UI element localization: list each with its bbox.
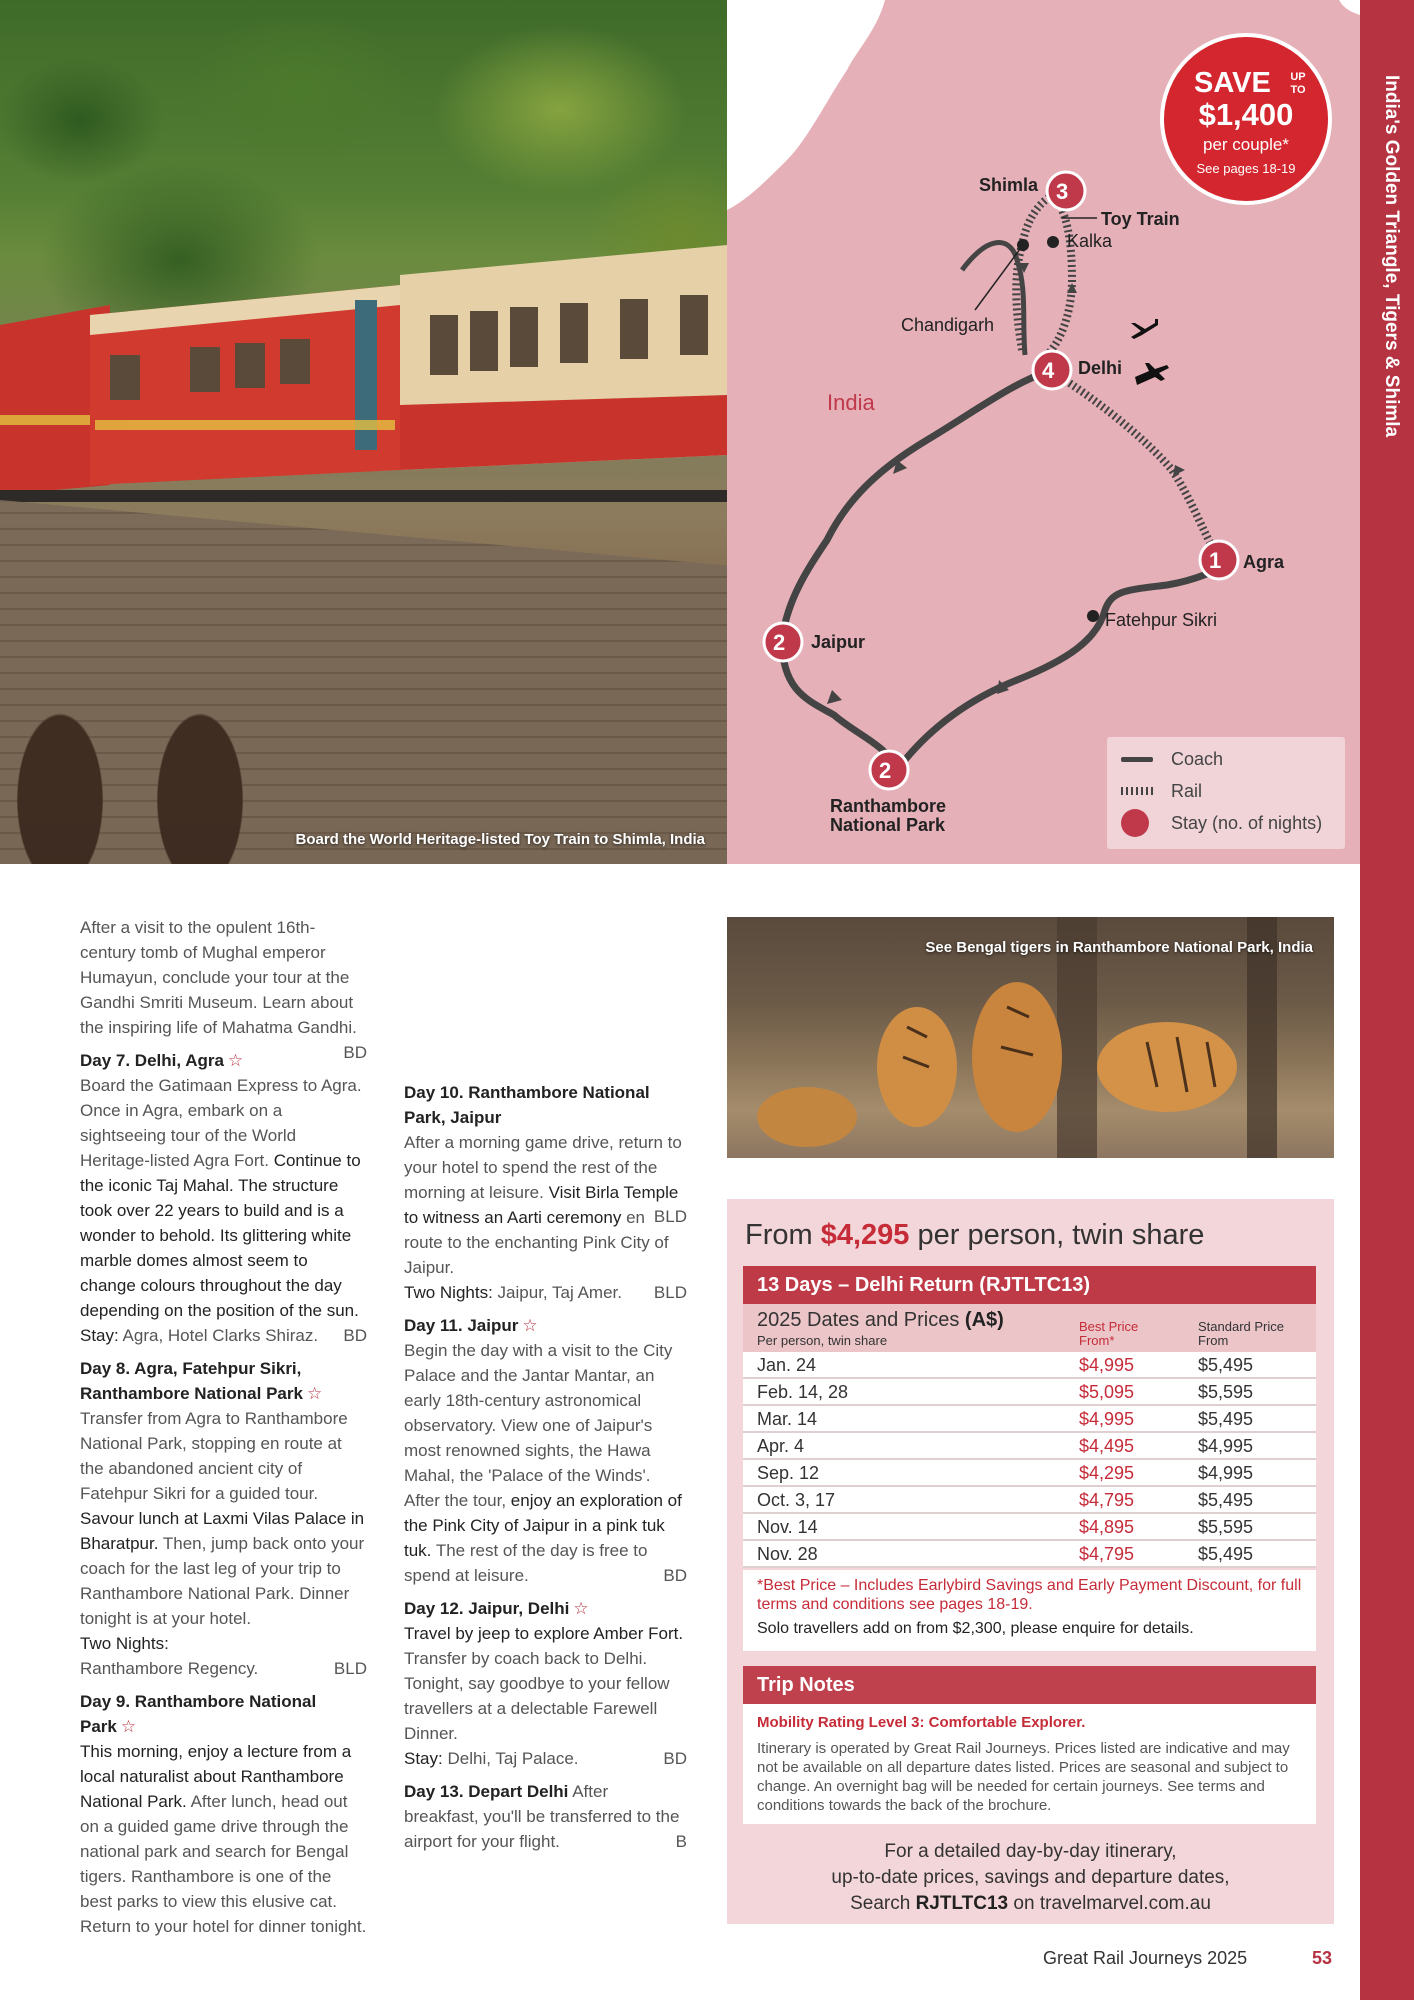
row-standard-price: $4,995: [1198, 1436, 1254, 1456]
from-price: $4,295: [820, 1219, 910, 1251]
price-headline: [745, 1219, 1204, 1252]
star-icon: ☆: [306, 1384, 323, 1403]
agra-nights: 1: [1209, 548, 1222, 573]
day12: [404, 1596, 687, 1771]
day13-title: Day 13. Depart Delhi: [404, 1782, 569, 1801]
price-panel: [727, 1199, 1334, 1924]
day12-meals: BD: [663, 1749, 687, 1768]
col-best-line2: From*: [1079, 1333, 1115, 1348]
day11: [404, 1313, 687, 1588]
chandigarh-label: Chandigarh: [901, 315, 995, 335]
ranthambore-nights: 2: [879, 758, 892, 783]
row-standard-price: $4,995: [1198, 1463, 1254, 1483]
table-row: [743, 1352, 1316, 1379]
day8-text-2: Then, jump back onto your coach for the last leg of your trip to Ranthambore National Park. Dinner tonight is at your hotel.: [80, 1534, 365, 1628]
solo-note: Solo travellers add on from $2,300, please enquire for details.: [757, 1620, 1194, 1637]
day12-stay: Delhi, Taj Palace.: [447, 1749, 579, 1768]
toy-train-photo: [0, 0, 727, 864]
row-best-price: $4,795: [1079, 1544, 1135, 1564]
price-notes: [743, 1570, 1316, 1651]
table-row: [743, 1406, 1316, 1433]
day8-text: Transfer from Agra to Ranthambore National Park, stopping en route at the abandoned ancient city of Fatehpur Sikri for a guided tour.: [80, 1409, 348, 1503]
row-standard-price: $5,495: [1198, 1544, 1254, 1564]
day10-stay-label: Two Nights:: [404, 1283, 493, 1302]
table-title-text: 2025 Dates and Prices: [757, 1309, 960, 1331]
col-standard-header: [1198, 1320, 1284, 1348]
legend-coach: [1121, 745, 1223, 773]
row-best-price: $5,095: [1079, 1382, 1135, 1402]
toy-train-label: Toy Train: [1101, 209, 1180, 229]
day7-text: Board the Gatimaan Express to Agra. Once in Agra, embark on a sightseeing tour of the World Heritage-listed Agra Fort.: [80, 1076, 362, 1170]
row-date: Nov. 14: [757, 1517, 818, 1537]
legend-stay-label: Stay (no. of nights): [1171, 812, 1323, 833]
route-arrow: [827, 690, 842, 704]
day7-meals: BD: [343, 1326, 367, 1345]
row-best-price: $4,995: [1079, 1409, 1135, 1429]
row-date: Nov. 28: [757, 1544, 818, 1564]
neighbouring-land-2: [1339, 0, 1360, 15]
col-best-line1: Best Price: [1079, 1319, 1139, 1334]
coach-route: [782, 370, 1232, 770]
day12-highlight: Travel by jeep to explore Amber Fort.: [404, 1624, 684, 1643]
jaipur-nights: 2: [773, 630, 786, 655]
col-std-line2: From: [1198, 1333, 1229, 1348]
day8: [80, 1356, 367, 1681]
day7-highlight: Continue to the iconic Taj Mahal. The structure took over 22 years to build and is a wonder to behold. Its glittering white marble domes almost seem to change colours throughout the day depending on the position of the sun.: [80, 1151, 361, 1320]
star-icon: ☆: [120, 1717, 137, 1736]
price-table: [743, 1352, 1316, 1568]
mobility-rating: Mobility Rating Level 3: Comfortable Explorer.: [757, 1714, 1086, 1731]
table-row: [743, 1460, 1316, 1487]
from-label: From: [745, 1219, 813, 1251]
day13-meals: B: [675, 1832, 687, 1851]
day10-meals: BLD: [653, 1283, 687, 1302]
from-suffix: per person, twin share: [917, 1219, 1205, 1251]
stay-circle-icon: [1121, 809, 1149, 837]
call-to-action: [727, 1839, 1334, 1917]
ranthambore-label-2: National Park: [830, 815, 946, 835]
day12-text: Transfer by coach back to Delhi. Tonight, say goodbye to your fellow travellers at a delectable Farewell Dinner.: [404, 1649, 670, 1743]
save-badge: [1160, 33, 1332, 205]
legend-coach-label: Coach: [1171, 748, 1224, 769]
day13-text: After breakfast, you'll be transferred to the airport for your flight.: [404, 1782, 680, 1851]
neighbouring-land: [727, 0, 885, 210]
row-standard-price: $5,495: [1198, 1409, 1254, 1429]
day9-highlight: This morning, enjoy a lecture from a local naturalist about Ranthambore National Park.: [80, 1742, 352, 1811]
cta-line1: For a detailed day-by-day itinerary,: [884, 1841, 1177, 1862]
day9: [80, 1689, 367, 1939]
star-icon: ☆: [573, 1599, 589, 1618]
train-illustration: [0, 245, 727, 545]
rail-line-icon: [1121, 787, 1153, 795]
day12-stay-label: Stay:: [404, 1749, 443, 1768]
day8-highlight: Savour lunch at Laxmi Vilas Palace in Bharatpur.: [80, 1509, 365, 1553]
row-standard-price: $5,495: [1198, 1355, 1254, 1375]
delhi-label: Delhi: [1078, 358, 1123, 378]
row-date: Jan. 24: [757, 1355, 817, 1375]
day11-title: Day 11. Jaipur: [404, 1316, 519, 1335]
row-standard-price: $5,595: [1198, 1382, 1254, 1402]
day9-title: Day 9. Ranthambore National Park: [80, 1692, 317, 1736]
day10: [404, 1080, 687, 1305]
day12-title: Day 12. Jaipur, Delhi: [404, 1599, 570, 1618]
star-icon: ☆: [522, 1316, 538, 1335]
legend-stay: [1121, 809, 1322, 837]
row-date: Feb. 14, 28: [757, 1382, 849, 1402]
row-date: Sep. 12: [757, 1463, 820, 1483]
fatehpur-dot: [1087, 610, 1099, 622]
legend-rail-label: Rail: [1171, 780, 1203, 801]
day11-highlight: enjoy an exploration of the Pink City of Jaipur in a pink tuk tuk.: [404, 1491, 682, 1560]
row-best-price: $4,295: [1079, 1463, 1135, 1483]
delhi-nights: 4: [1042, 358, 1055, 383]
map-legend: [1107, 737, 1345, 849]
table-row: [743, 1379, 1316, 1406]
tiger-photo-caption: See Bengal tigers in Ranthambore National Park, India: [925, 939, 1313, 956]
row-date: Mar. 14: [757, 1409, 818, 1429]
row-date: Apr. 4: [757, 1436, 805, 1456]
day8-title: Day 8. Agra, Fatehpur Sikri, Ranthambore National Park: [80, 1359, 303, 1403]
coach-line-icon: [1121, 757, 1153, 762]
side-title: India's Golden Triangle, Tigers & Shimla: [1381, 75, 1402, 438]
day10-stay: Jaipur, Taj Amer.: [497, 1283, 622, 1302]
day10-text: After a morning game drive, return to your hotel to spend the rest of the morning at leisure.: [404, 1133, 682, 1202]
save-per: per couple*: [1202, 135, 1289, 154]
day10-highlight: Visit Birla Temple to witness an Aarti ceremony: [404, 1183, 679, 1227]
day8-stay: Ranthambore Regency.: [80, 1659, 259, 1678]
col-std-line1: Standard Price: [1198, 1319, 1284, 1334]
jaipur-label: Jaipur: [811, 632, 866, 652]
shimla-label: Shimla: [979, 175, 1039, 195]
day7-stay-label: Stay:: [80, 1326, 119, 1345]
trip-notes-body: [743, 1704, 1316, 1824]
photo-caption: Board the World Heritage-listed Toy Train to Shimla, India: [295, 831, 705, 848]
save-amount: $1,400: [1198, 97, 1294, 132]
row-standard-price: $5,595: [1198, 1517, 1254, 1537]
row-best-price: $4,895: [1079, 1517, 1135, 1537]
route-map: [727, 0, 1360, 864]
day9-meals: BLD: [653, 1207, 687, 1226]
row-standard-price: $5,495: [1198, 1490, 1254, 1510]
table-currency: (A$): [964, 1309, 1004, 1331]
day9-text: After lunch, head out on a guided game drive through the national park and search for Bengal tigers. Ranthambore is one of the best parks to view this elusive cat. Return to your hotel for dinner tonight.: [80, 1792, 367, 1936]
row-date: Oct. 3, 17: [757, 1490, 836, 1510]
day8-meals: BLD: [333, 1659, 367, 1678]
page-number: 53: [1312, 1948, 1333, 1968]
table-row: [743, 1541, 1316, 1568]
tiger-photo: [727, 917, 1334, 1158]
trip-notes-bar: Trip Notes: [743, 1666, 1316, 1704]
cta-line3: [727, 1891, 1334, 1917]
price-table-sub: Per person, twin share: [757, 1333, 888, 1348]
col-best-header: [1079, 1320, 1138, 1348]
day10-text-2: en route to the enchanting Pink City of Jaipur.: [404, 1208, 669, 1277]
stone-bridge: [0, 500, 727, 864]
day8-stay-label: Two Nights:: [80, 1634, 169, 1653]
row-best-price: $4,495: [1079, 1436, 1135, 1456]
intro-meals: BD: [343, 1043, 367, 1062]
ranthambore-label-1: Ranthambore: [830, 796, 947, 816]
save-upto: UP TO: [1290, 71, 1306, 96]
kalka-dot: [1047, 236, 1059, 248]
cta-website[interactable]: on travelmarvel.com.au: [1013, 1893, 1211, 1914]
row-best-price: $4,995: [1079, 1355, 1135, 1375]
day7: [80, 1048, 367, 1348]
day7-stay: Agra, Hotel Clarks Shiraz.: [122, 1326, 319, 1345]
tour-bar: 13 Days – Delhi Return (RJTLTC13): [743, 1266, 1316, 1304]
india-label: India: [827, 390, 875, 415]
save-see: See pages 18-19: [1196, 161, 1296, 176]
cta-search-word: Search: [850, 1893, 911, 1914]
route-arrow: [1067, 283, 1077, 293]
table-row: [743, 1433, 1316, 1460]
table-row: [743, 1487, 1316, 1514]
day10-title: Day 10. Ranthambore National Park, Jaipur: [404, 1083, 650, 1127]
best-price-note: *Best Price – Includes Earlybird Savings and Early Payment Discount, for full terms and conditions see pages 18-19.: [757, 1577, 1302, 1613]
plane-icon: [1131, 319, 1169, 385]
day11-text-2: The rest of the day is free to spend at leisure.: [404, 1541, 648, 1585]
trip-notes-text: Itinerary is operated by Great Rail Journeys. Prices listed are indicative and may not be available on all departure dates listed. Prices are seasonal and subject to change. An overnight bag will be needed for certain journeys. See terms and conditions towards the back of the brochure.: [757, 1740, 1290, 1814]
price-table-header: [743, 1304, 1316, 1352]
day13: [404, 1779, 687, 1854]
star-icon: ☆: [227, 1051, 244, 1070]
day11-text: Begin the day with a visit to the City Palace and the Jantar Mantar, an early 18th-century astronomical observatory. View one of Jaipur's most renowned sights, the Hawa Mahal, the 'Palace of the Winds'. After the tour,: [404, 1341, 673, 1510]
kalka-label: Kalka: [1067, 231, 1113, 251]
table-row: [743, 1514, 1316, 1541]
itinerary-column-1: [80, 915, 367, 1947]
footer-title: Great Rail Journeys 2025: [1043, 1948, 1248, 1968]
agra-label: Agra: [1243, 552, 1285, 572]
price-table-title: [757, 1309, 1004, 1332]
itinerary-column-2-main: [404, 1080, 687, 1862]
fatehpur-label: Fatehpur Sikri: [1105, 610, 1218, 630]
shimla-nights: 3: [1056, 179, 1069, 204]
rail-route-delhi-agra: [1057, 375, 1217, 555]
cta-line2: up-to-date prices, savings and departure dates,: [831, 1867, 1230, 1888]
legend-rail: [1121, 777, 1202, 805]
day7-title: Day 7. Delhi, Agra: [80, 1051, 224, 1070]
save-word: SAVE: [1194, 67, 1271, 99]
cta-tour-code: RJTLTC13: [915, 1893, 1009, 1914]
row-best-price: $4,795: [1079, 1490, 1135, 1510]
intro-text: After a visit to the opulent 16th-century tomb of Mughal emperor Humayun, conclude your tour at the Gandhi Smriti Museum. Learn about the inspiring life of Mahatma Gandhi.: [80, 918, 357, 1037]
day11-meals: BD: [663, 1566, 687, 1585]
